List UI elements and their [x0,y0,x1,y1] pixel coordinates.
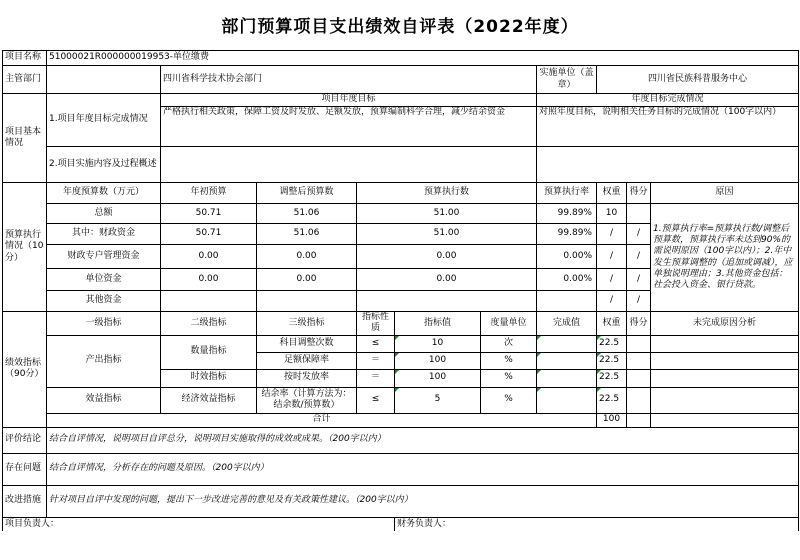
conclusion-label: 评价结论 [3,427,47,453]
weight-value: / [597,224,627,245]
executed-value: 51.00 [357,224,537,245]
done-header: 完成值 [537,312,597,336]
budget-amount-header: 年度预算数（万元） [47,183,161,204]
impl-unit-label: 实施单位（盖章） [537,66,597,94]
goal-completion-text: 对照年度目标，说明相关任务目标的完成情况（100字以内） [537,107,799,147]
executed-value: 0.00 [357,245,537,269]
perf-weight-value: 22.5 [597,352,627,369]
score-value: / [627,245,651,269]
indicator-value: 10 [395,335,481,352]
issues-text: 结合自评情况，分析存在的问题及原因。（200字以内） [47,453,799,485]
done-value [537,352,597,369]
finance-lead-label: 财务负责人： [395,517,799,531]
indicator-value: 100 [395,352,481,369]
project-lead-label: 项目负责人： [3,517,395,531]
initial-value: 0.00 [161,269,257,291]
score-header: 得分 [627,183,651,204]
done-value [537,335,597,352]
issues-label: 存在问题 [3,453,47,485]
measures-label: 改进措施 [3,485,47,517]
unit-value: % [481,352,537,369]
weight-value: / [597,245,627,269]
score-value: / [627,291,651,312]
executed-value: 0.00 [357,269,537,291]
adjusted-value [257,291,357,312]
budget-row-label: 单位资金 [47,269,161,291]
budget-section-label: 预算执行情况（10分） [3,183,47,312]
budget-row [3,204,799,224]
indicator-value: 5 [395,387,481,413]
adjusted-value: 51.06 [257,204,357,224]
economic-indicator-label: 经济效益指标 [161,387,257,413]
nature-header: 指标性质 [357,312,395,336]
dept-label: 主管部门 [3,66,47,94]
level3-header: 三级指标 [257,312,357,336]
adjusted-budget-header: 调整后预算数 [257,183,357,204]
evaluation-form [2,50,799,531]
basic-section-label: 项目基本情况 [3,94,47,183]
done-value [537,369,597,387]
perf-score-value [627,369,651,387]
nature-value: ≤ [357,387,395,413]
indicator-row [3,335,799,352]
total-weight: 100 [597,413,627,427]
rate-value [537,291,597,312]
unit-value: 次 [481,335,537,352]
indicator-value-header: 指标值 [395,312,481,336]
level3-value: 足额保障率 [257,352,357,369]
perf-weight-value: 22.5 [597,369,627,387]
perf-weight-value: 22.5 [597,387,627,413]
budget-reason-text: 1.预算执行率=预算执行数/调整后预算数，预算执行率未达到90%的需说明原因（100字以内）；2.年中发生预算调整的（追加或调减），应单独说明理由；3.其他资金包括：社会投入资金、银行贷款。 [651,204,799,312]
score-value [627,204,651,224]
budget-row-label: 其他资金 [47,291,161,312]
project-name-value: 51000021R000000019953-单位缴费 [47,51,799,66]
unfinished-reason-value [651,335,799,352]
indicator-value: 100 [395,369,481,387]
rate-value: 99.89% [537,224,597,245]
output-indicator-label: 产出指标 [47,335,161,387]
rate-value: 0.00% [537,245,597,269]
unfinished-reason-header: 未完成原因分析 [651,312,799,336]
unfinished-reason-value [651,352,799,369]
rate-value: 0.00% [537,269,597,291]
done-value [537,387,597,413]
initial-value: 50.71 [161,224,257,245]
unit-value: % [481,387,537,413]
unit-header: 度量单位 [481,312,537,336]
budget-row-label: 其中：财政资金 [47,224,161,245]
adjusted-value: 51.06 [257,224,357,245]
adjusted-value: 0.00 [257,269,357,291]
level2-header: 二级指标 [161,312,257,336]
weight-value: 10 [597,204,627,224]
timeliness-indicator-label: 时效指标 [161,369,257,387]
implementation-overview-label: 2.项目实施内容及过程概述 [47,147,161,183]
executed-budget-header: 预算执行数 [357,183,537,204]
executed-value [357,291,537,312]
impl-unit-value: 四川省民族科普服务中心 [597,66,799,94]
dept-value: 四川省科学技术协会部门 [161,66,537,94]
perf-score-value [627,387,651,413]
executed-value: 51.00 [357,204,537,224]
budget-row-label: 总额 [47,204,161,224]
initial-budget-header: 年初预算 [161,183,257,204]
benefit-indicator-label: 效益指标 [47,387,161,413]
project-name-label: 项目名称 [3,51,47,66]
perf-weight-header: 权重 [597,312,627,336]
score-value: / [627,269,651,291]
budget-row-label: 财政专户管理资金 [47,245,161,269]
indicator-row [3,387,799,413]
weight-header: 权重 [597,183,627,204]
level3-value: 按时发放率 [257,369,357,387]
nature-value: ≤ [357,335,395,352]
rate-value: 99.89% [537,204,597,224]
conclusion-text: 结合自评情况，说明项目自评总分，说明项目实施取得的成效或成果。（200字以内） [47,427,799,453]
perf-weight-value: 22.5 [597,335,627,352]
annual-goal-header: 项目年度目标 [161,94,537,107]
goal-completion-label: 1.项目年度目标完成情况 [47,94,161,147]
nature-value: ＝ [357,352,395,369]
unfinished-reason-value [651,369,799,387]
unfinished-reason-value [651,387,799,413]
annual-goal-text: 严格执行相关政策，保障工资及时发放、足额发放，预算编制科学合理，减少结余资金 [161,107,537,147]
level1-header: 一级指标 [47,312,161,336]
quantity-indicator-label: 数量指标 [161,335,257,369]
total-label: 合计 [47,413,597,427]
measures-text: 针对项目自评中发现的问题，提出下一步改进完善的意见及有关政策性建议。（200字以内） [47,485,799,517]
weight-value: / [597,269,627,291]
performance-section-label: 绩效指标（90分） [3,312,47,428]
perf-score-value [627,352,651,369]
perf-score-value [627,335,651,352]
initial-value [161,291,257,312]
execution-rate-header: 预算执行率 [537,183,597,204]
reason-header: 原因 [651,183,799,204]
nature-value: ＝ [357,369,395,387]
total-row [3,413,799,427]
initial-value: 0.00 [161,245,257,269]
initial-value: 50.71 [161,204,257,224]
goal-completion-header: 年度目标完成情况 [537,94,799,107]
page-title: 部门预算项目支出绩效自评表（2022年度） [221,17,579,37]
level3-value: 科目调整次数 [257,335,357,352]
unit-value: % [481,369,537,387]
perf-score-header: 得分 [627,312,651,336]
level3-value: 结余率（计算方法为：结余数/预算数） [257,387,357,413]
adjusted-value: 0.00 [257,245,357,269]
weight-value: / [597,291,627,312]
score-value: / [627,224,651,245]
